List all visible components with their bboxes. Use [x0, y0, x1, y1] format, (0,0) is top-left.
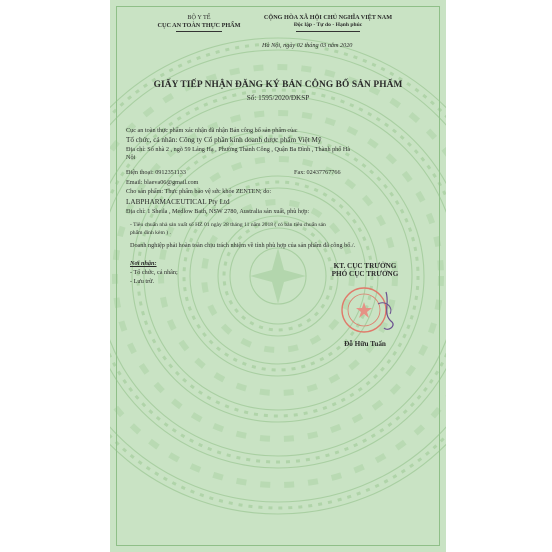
agency-underline	[176, 31, 222, 32]
manufacturer-name: LABPHARMACEUTICAL Pty Ltd	[126, 198, 230, 206]
signatory-title-1: KT. CỤC TRƯỞNG	[333, 262, 397, 270]
standard-line-1: - Tiêu chuẩn nhà sản xuất số HZ 01 ngày 28 tháng 11 năm 2018 ( có bản tiêu chuẩn sản	[130, 222, 326, 228]
intro-text: Cục an toàn thực phẩm xác nhận đã nhận Bản công bố sản phẩm của:	[126, 127, 298, 134]
document-number: Số: 1595/2020/ĐKSP	[246, 94, 310, 102]
organization-line: Tổ chức, cá nhân: Công ty Cổ phần kinh doanh dược phẩm Việt Mỹ	[126, 136, 322, 144]
responsibility-line: Doanh nghiệp phải hoàn toàn chịu trách nhiệm về tính phù hợp của sản phẩm đã công bố./.	[130, 242, 356, 249]
signatory-title-2: PHÓ CỤC TRƯỞNG	[331, 270, 399, 278]
email-line: Email: blaeva06@gmail.com	[126, 179, 199, 186]
address-line-1: Địa chỉ: Số nhà 2 , ngõ 59 Láng Hạ , Phường Thành Công , Quận Ba Đình , Thành phố Hà	[126, 146, 351, 153]
recipient-item: - Lưu trữ.	[130, 278, 155, 285]
national-motto: Độc lập - Tự do - Hạnh phúc	[293, 22, 363, 28]
certificate-document	[110, 0, 446, 552]
fax-line: Fax: 02437767766	[294, 169, 341, 176]
issue-date: Hà Nội, ngày 02 tháng 03 năm 2020	[262, 42, 353, 49]
signatory-name: Đỗ Hữu Tuấn	[344, 340, 386, 348]
address-line-2: Nội	[126, 154, 136, 161]
agency-name: CỤC AN TOÀN THỰC PHẨM	[157, 22, 241, 29]
recipient-item: - Tổ chức, cá nhân;	[130, 269, 178, 276]
product-line: Cho sản phẩm: Thực phẩm bảo vệ sức khỏe ZENTEN; do:	[126, 188, 272, 195]
phone-line: Điện thoại: 0912351133	[126, 169, 186, 176]
ministry-name: BỘ Y TẾ	[187, 14, 211, 21]
official-stamp	[334, 284, 404, 338]
manufacturer-address: Địa chỉ: 1 Sheila , Medlow Bath, NSW 2780, Australia sản xuất, phù hợp:	[126, 208, 310, 215]
republic-name: CỘNG HÒA XÃ HỘI CHỦ NGHĨA VIỆT NAM	[263, 14, 393, 21]
standard-line-2: phẩm đính kèm ) .	[130, 230, 171, 236]
motto-underline	[296, 31, 360, 32]
document-title: GIẤY TIẾP NHẬN ĐĂNG KÝ BẢN CÔNG BỐ SẢN PHẨM	[153, 80, 403, 90]
recipients-label: Nơi nhận:	[130, 260, 157, 267]
